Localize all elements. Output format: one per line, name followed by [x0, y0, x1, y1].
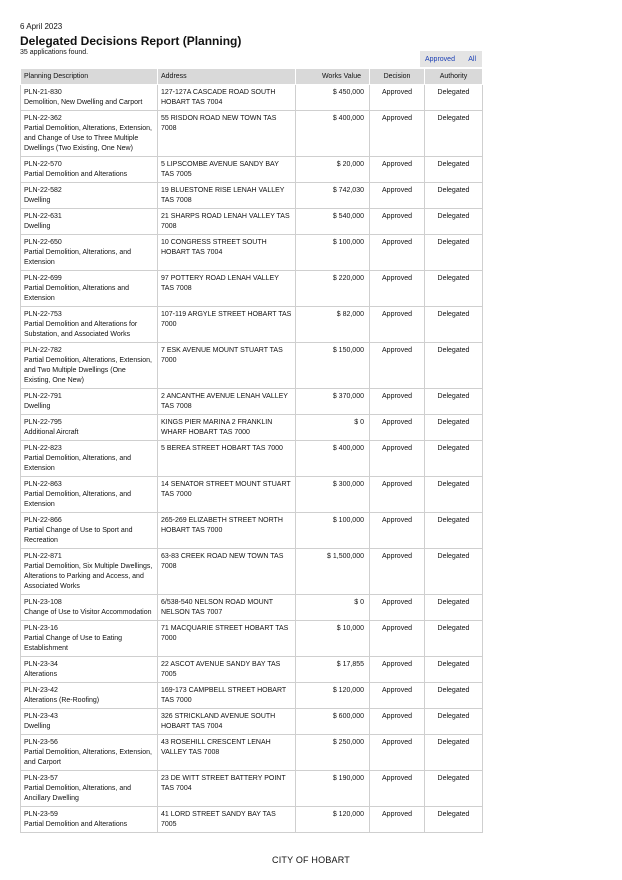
application-id: PLN-22-863	[24, 481, 62, 488]
address-cell: 71 MACQUARIE STREET HOBART TAS 7000	[158, 621, 296, 657]
description-cell	[21, 441, 158, 477]
authority-cell: Delegated	[425, 549, 483, 595]
works-value-cell: $ 1,500,000	[296, 549, 370, 595]
description-cell	[21, 709, 158, 735]
application-description: Partial Change of Use to Sport and Recreation	[24, 527, 133, 544]
works-value-cell: $ 0	[296, 595, 370, 621]
authority-cell: Delegated	[425, 307, 483, 343]
table-row	[21, 549, 483, 595]
address-cell: 63-83 CREEK ROAD NEW TOWN TAS 7008	[158, 549, 296, 595]
works-value-cell: $ 600,000	[296, 709, 370, 735]
application-description: Dwelling	[24, 223, 51, 230]
application-description: Partial Demolition, Alterations, and Extension	[24, 249, 131, 266]
application-id: PLN-22-570	[24, 161, 62, 168]
table-row	[21, 183, 483, 209]
authority-cell: Delegated	[425, 477, 483, 513]
decision-cell: Approved	[370, 307, 425, 343]
application-description: Alterations	[24, 671, 58, 678]
authority-cell: Delegated	[425, 595, 483, 621]
table-row	[21, 735, 483, 771]
applications-table	[20, 68, 483, 833]
filter-box	[420, 51, 482, 67]
page-title: Delegated Decisions Report (Planning)	[20, 34, 242, 48]
report-meta	[20, 48, 482, 68]
authority-cell: Delegated	[425, 111, 483, 157]
works-value-cell: $ 0	[296, 415, 370, 441]
table-header-row	[21, 69, 483, 85]
application-id: PLN-23-56	[24, 739, 58, 746]
address-cell: 169-173 CAMPBELL STREET HOBART TAS 7000	[158, 683, 296, 709]
application-description: Partial Demolition and Alterations for Substation, and Associated Works	[24, 321, 138, 338]
authority-cell: Delegated	[425, 621, 483, 657]
column-header-address: Address	[158, 69, 296, 85]
application-description: Partial Demolition, Alterations and Extension	[24, 285, 130, 302]
works-value-cell: $ 742,030	[296, 183, 370, 209]
application-id: PLN-23-34	[24, 661, 58, 668]
table-row	[21, 595, 483, 621]
description-cell	[21, 183, 158, 209]
address-cell: 107-119 ARGYLE STREET HOBART TAS 7000	[158, 307, 296, 343]
description-cell	[21, 513, 158, 549]
description-cell	[21, 271, 158, 307]
authority-cell: Delegated	[425, 343, 483, 389]
address-cell: 14 SENATOR STREET MOUNT STUART TAS 7000	[158, 477, 296, 513]
address-cell: 265-269 ELIZABETH STREET NORTH HOBART TAS 7000	[158, 513, 296, 549]
address-cell: 55 RISDON ROAD NEW TOWN TAS 7008	[158, 111, 296, 157]
works-value-cell: $ 450,000	[296, 85, 370, 111]
description-cell	[21, 807, 158, 833]
works-value-cell: $ 82,000	[296, 307, 370, 343]
address-cell: 21 SHARPS ROAD LENAH VALLEY TAS 7008	[158, 209, 296, 235]
works-value-cell: $ 17,855	[296, 657, 370, 683]
table-row	[21, 415, 483, 441]
decision-cell: Approved	[370, 157, 425, 183]
application-id: PLN-23-16	[24, 625, 58, 632]
decision-cell: Approved	[370, 595, 425, 621]
table-row	[21, 513, 483, 549]
authority-cell: Delegated	[425, 709, 483, 735]
description-cell	[21, 415, 158, 441]
decision-cell: Approved	[370, 85, 425, 111]
address-cell: 22 ASCOT AVENUE SANDY BAY TAS 7005	[158, 657, 296, 683]
decision-cell: Approved	[370, 415, 425, 441]
address-cell: 6/538-540 NELSON ROAD MOUNT NELSON TAS 7007	[158, 595, 296, 621]
table-row	[21, 621, 483, 657]
application-id: PLN-22-795	[24, 419, 62, 426]
table-row	[21, 657, 483, 683]
application-id: PLN-22-362	[24, 115, 62, 122]
description-cell	[21, 85, 158, 111]
footer-organisation: CITY OF HOBART	[272, 855, 350, 865]
authority-cell: Delegated	[425, 771, 483, 807]
address-cell: 10 CONGRESS STREET SOUTH HOBART TAS 7004	[158, 235, 296, 271]
decision-cell: Approved	[370, 657, 425, 683]
application-description: Change of Use to Visitor Accommodation	[24, 609, 152, 616]
application-id: PLN-22-782	[24, 347, 62, 354]
application-description: Alterations (Re-Roofing)	[24, 697, 100, 704]
decision-cell: Approved	[370, 513, 425, 549]
application-id: PLN-22-699	[24, 275, 62, 282]
table-row	[21, 111, 483, 157]
description-cell	[21, 657, 158, 683]
application-description: Partial Demolition, Alterations, Extension, and Carport	[24, 749, 153, 766]
decision-cell: Approved	[370, 271, 425, 307]
table-row	[21, 157, 483, 183]
application-id: PLN-23-42	[24, 687, 58, 694]
application-id: PLN-22-582	[24, 187, 62, 194]
application-description: Partial Demolition, Alterations, Extension, and Two Multiple Dwellings (One Existing, One New)	[24, 357, 153, 384]
application-id: PLN-22-791	[24, 393, 62, 400]
column-header-description: Planning Description	[21, 69, 158, 85]
application-id: PLN-22-823	[24, 445, 62, 452]
address-cell: KINGS PIER MARINA 2 FRANKLIN WHARF HOBART TAS 7000	[158, 415, 296, 441]
description-cell	[21, 549, 158, 595]
table-row	[21, 441, 483, 477]
decision-cell: Approved	[370, 389, 425, 415]
column-header-works-value: Works Value	[296, 69, 370, 85]
application-description: Partial Demolition and Alterations	[24, 821, 128, 828]
decision-cell: Approved	[370, 807, 425, 833]
authority-cell: Delegated	[425, 85, 483, 111]
works-value-cell: $ 120,000	[296, 683, 370, 709]
application-id: PLN-23-108	[24, 599, 62, 606]
works-value-cell: $ 540,000	[296, 209, 370, 235]
table-row	[21, 271, 483, 307]
decision-cell: Approved	[370, 111, 425, 157]
authority-cell: Delegated	[425, 657, 483, 683]
description-cell	[21, 389, 158, 415]
works-value-cell: $ 400,000	[296, 441, 370, 477]
application-id: PLN-23-57	[24, 775, 58, 782]
result-count: 35 applications found.	[20, 49, 89, 56]
authority-cell: Delegated	[425, 235, 483, 271]
table-row	[21, 389, 483, 415]
decision-cell: Approved	[370, 343, 425, 389]
decision-cell: Approved	[370, 477, 425, 513]
decision-cell: Approved	[370, 709, 425, 735]
application-id: PLN-23-59	[24, 811, 58, 818]
table-row	[21, 771, 483, 807]
works-value-cell: $ 20,000	[296, 157, 370, 183]
application-description: Partial Demolition, Alterations, Extension, and Change of Use to Three Multiple Dwellings (Two Existing, One New)	[24, 125, 153, 152]
address-cell: 41 LORD STREET SANDY BAY TAS 7005	[158, 807, 296, 833]
description-cell	[21, 683, 158, 709]
application-description: Additional Aircraft	[24, 429, 79, 436]
description-cell	[21, 111, 158, 157]
table-row	[21, 807, 483, 833]
column-header-authority: Authority	[425, 69, 483, 85]
description-cell	[21, 735, 158, 771]
description-cell	[21, 771, 158, 807]
works-value-cell: $ 10,000	[296, 621, 370, 657]
address-cell: 326 STRICKLAND AVENUE SOUTH HOBART TAS 7004	[158, 709, 296, 735]
column-header-decision: Decision	[370, 69, 425, 85]
authority-cell: Delegated	[425, 157, 483, 183]
address-cell: 19 BLUESTONE RISE LENAH VALLEY TAS 7008	[158, 183, 296, 209]
table-row	[21, 85, 483, 111]
application-id: PLN-22-753	[24, 311, 62, 318]
application-description: Partial Demolition, Alterations, and Ancillary Dwelling	[24, 785, 131, 802]
table-row	[21, 343, 483, 389]
authority-cell: Delegated	[425, 441, 483, 477]
application-description: Demolition, New Dwelling and Carport	[24, 99, 143, 106]
works-value-cell: $ 400,000	[296, 111, 370, 157]
authority-cell: Delegated	[425, 735, 483, 771]
decision-filter-link[interactable]: Approved	[425, 55, 455, 63]
application-description: Partial Demolition, Alterations, and Extension	[24, 491, 131, 508]
table-row	[21, 477, 483, 513]
decision-cell: Approved	[370, 441, 425, 477]
decision-cell: Approved	[370, 735, 425, 771]
application-id: PLN-22-866	[24, 517, 62, 524]
application-description: Dwelling	[24, 723, 51, 730]
decision-cell: Approved	[370, 771, 425, 807]
address-cell: 43 ROSEHILL CRESCENT LENAH VALLEY TAS 7008	[158, 735, 296, 771]
description-cell	[21, 621, 158, 657]
authority-filter-link[interactable]: All	[468, 55, 476, 63]
application-description: Partial Demolition and Alterations	[24, 171, 128, 178]
address-cell: 23 DE WITT STREET BATTERY POINT TAS 7004	[158, 771, 296, 807]
works-value-cell: $ 300,000	[296, 477, 370, 513]
works-value-cell: $ 190,000	[296, 771, 370, 807]
description-cell	[21, 235, 158, 271]
works-value-cell: $ 120,000	[296, 807, 370, 833]
description-cell	[21, 307, 158, 343]
table-row	[21, 209, 483, 235]
description-cell	[21, 595, 158, 621]
address-cell: 127-127A CASCADE ROAD SOUTH HOBART TAS 7004	[158, 85, 296, 111]
authority-cell: Delegated	[425, 183, 483, 209]
application-id: PLN-22-871	[24, 553, 62, 560]
address-cell: 5 BEREA STREET HOBART TAS 7000	[158, 441, 296, 477]
decision-cell: Approved	[370, 549, 425, 595]
decision-cell: Approved	[370, 209, 425, 235]
description-cell	[21, 157, 158, 183]
application-id: PLN-22-631	[24, 213, 62, 220]
table-row	[21, 683, 483, 709]
description-cell	[21, 209, 158, 235]
application-id: PLN-23-43	[24, 713, 58, 720]
application-description: Dwelling	[24, 403, 51, 410]
description-cell	[21, 343, 158, 389]
application-id: PLN-22-650	[24, 239, 62, 246]
application-description: Partial Change of Use to Eating Establishment	[24, 635, 123, 652]
application-description: Dwelling	[24, 197, 51, 204]
table-row	[21, 307, 483, 343]
works-value-cell: $ 370,000	[296, 389, 370, 415]
authority-cell: Delegated	[425, 209, 483, 235]
report-date: 6 April 2023	[20, 22, 63, 31]
works-value-cell: $ 150,000	[296, 343, 370, 389]
application-description: Partial Demolition, Alterations, and Extension	[24, 455, 131, 472]
report-page	[20, 20, 482, 833]
authority-cell: Delegated	[425, 513, 483, 549]
authority-cell: Delegated	[425, 415, 483, 441]
application-description: Partial Demolition, Six Multiple Dwellings, Alterations to Parking and Access, and Associated Works	[24, 563, 153, 590]
table-body	[21, 85, 483, 833]
decision-cell: Approved	[370, 235, 425, 271]
address-cell: 97 POTTERY ROAD LENAH VALLEY TAS 7008	[158, 271, 296, 307]
works-value-cell: $ 100,000	[296, 513, 370, 549]
address-cell: 7 ESK AVENUE MOUNT STUART TAS 7000	[158, 343, 296, 389]
authority-cell: Delegated	[425, 389, 483, 415]
address-cell: 5 LIPSCOMBE AVENUE SANDY BAY TAS 7005	[158, 157, 296, 183]
application-id: PLN-21-830	[24, 89, 62, 96]
table-row	[21, 709, 483, 735]
description-cell	[21, 477, 158, 513]
works-value-cell: $ 220,000	[296, 271, 370, 307]
table-row	[21, 235, 483, 271]
decision-cell: Approved	[370, 183, 425, 209]
address-cell: 2 ANCANTHE AVENUE LENAH VALLEY TAS 7008	[158, 389, 296, 415]
authority-cell: Delegated	[425, 271, 483, 307]
authority-cell: Delegated	[425, 807, 483, 833]
decision-cell: Approved	[370, 683, 425, 709]
works-value-cell: $ 100,000	[296, 235, 370, 271]
decision-cell: Approved	[370, 621, 425, 657]
authority-cell: Delegated	[425, 683, 483, 709]
works-value-cell: $ 250,000	[296, 735, 370, 771]
